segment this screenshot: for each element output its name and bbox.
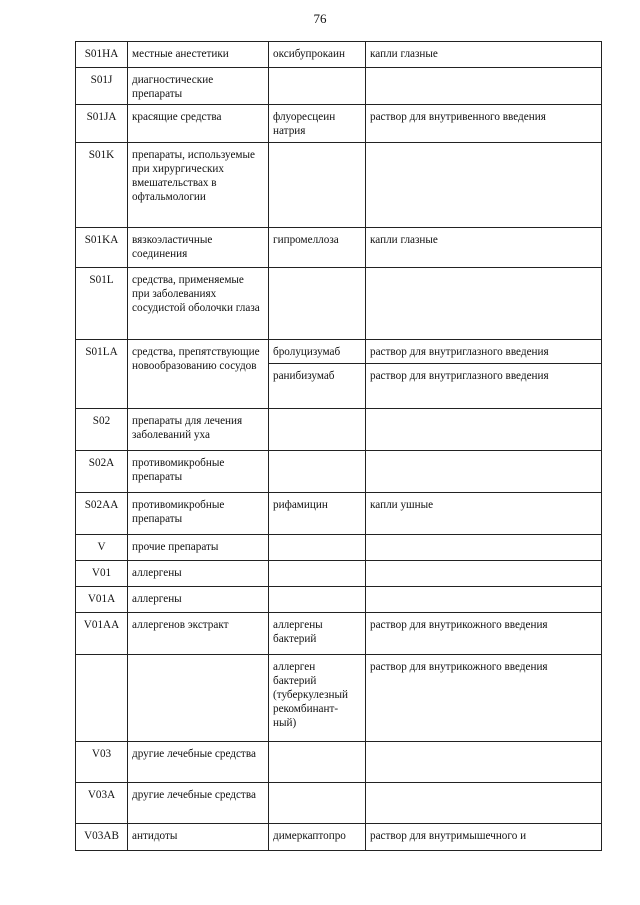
atc-code-cell: V bbox=[76, 535, 128, 561]
dosage-form-cell bbox=[366, 68, 602, 105]
group-name-cell: другие лечебные средства bbox=[128, 783, 269, 824]
atc-code-cell: S01K bbox=[76, 143, 128, 228]
group-name-cell: средства, препятствующие новообразованию сосудов bbox=[128, 340, 269, 409]
group-name-cell: другие лечебные средства bbox=[128, 742, 269, 783]
table-row bbox=[76, 143, 602, 228]
table-row bbox=[76, 613, 602, 655]
group-name-cell: диагностические препараты bbox=[128, 68, 269, 105]
substance-cell: аллергены бактерий bbox=[269, 613, 366, 655]
atc-code-cell: S01LA bbox=[76, 340, 128, 409]
group-name-cell: аллергенов экстракт bbox=[128, 613, 269, 655]
atc-code-cell: V01AA bbox=[76, 613, 128, 655]
atc-code-cell: S01KA bbox=[76, 228, 128, 268]
substance-cell bbox=[269, 143, 366, 228]
group-name-cell: аллергены bbox=[128, 587, 269, 613]
table-row bbox=[76, 105, 602, 143]
substance-cell: оксибупрокаин bbox=[269, 42, 366, 68]
atc-code-cell: S02AA bbox=[76, 493, 128, 535]
substance-cell: бролуцизумаб bbox=[269, 340, 366, 364]
table-row bbox=[76, 409, 602, 451]
atc-code-cell: V03A bbox=[76, 783, 128, 824]
dosage-form-cell bbox=[366, 409, 602, 451]
atc-code-cell: S01J bbox=[76, 68, 128, 105]
table-row bbox=[76, 493, 602, 535]
group-name-cell: вязкоэластичные соединения bbox=[128, 228, 269, 268]
atc-code-cell: V01 bbox=[76, 561, 128, 587]
atc-code-cell: V03 bbox=[76, 742, 128, 783]
substance-cell: ранибизумаб bbox=[269, 364, 366, 409]
substance-cell bbox=[269, 561, 366, 587]
table-row bbox=[76, 42, 602, 68]
group-name-cell: средства, применяемые при заболеваниях сосудистой оболочки глаза bbox=[128, 268, 269, 340]
substance-cell bbox=[269, 783, 366, 824]
substance-cell bbox=[269, 587, 366, 613]
atc-code-cell: S02 bbox=[76, 409, 128, 451]
group-name-cell: аллергены bbox=[128, 561, 269, 587]
dosage-form-cell: раствор для внутримышечного и bbox=[366, 824, 602, 851]
group-name-cell bbox=[128, 655, 269, 742]
dosage-form-cell: раствор для внутривенного введения bbox=[366, 105, 602, 143]
table-row bbox=[76, 655, 602, 742]
table-row bbox=[76, 742, 602, 783]
dosage-form-cell: раствор для внутриглазного введения bbox=[366, 340, 602, 364]
drug-registry-table bbox=[75, 41, 602, 851]
table-row bbox=[76, 340, 602, 364]
group-name-cell: антидоты bbox=[128, 824, 269, 851]
table-row bbox=[76, 561, 602, 587]
table-row bbox=[76, 68, 602, 105]
dosage-form-cell bbox=[366, 783, 602, 824]
table-row bbox=[76, 587, 602, 613]
substance-cell: флуоресцеин натрия bbox=[269, 105, 366, 143]
substance-cell: аллерген бактерий (туберкулезный рекомбинант-ный) bbox=[269, 655, 366, 742]
group-name-cell: красящие средства bbox=[128, 105, 269, 143]
atc-code-cell bbox=[76, 655, 128, 742]
atc-code-cell: S02A bbox=[76, 451, 128, 493]
atc-code-cell: S01JA bbox=[76, 105, 128, 143]
group-name-cell: противомикробные препараты bbox=[128, 493, 269, 535]
substance-cell bbox=[269, 535, 366, 561]
substance-cell: димеркаптопро bbox=[269, 824, 366, 851]
dosage-form-cell bbox=[366, 742, 602, 783]
group-name-cell: местные анестетики bbox=[128, 42, 269, 68]
page-number: 76 bbox=[313, 11, 327, 26]
dosage-form-cell: капли глазные bbox=[366, 42, 602, 68]
substance-cell: рифамицин bbox=[269, 493, 366, 535]
substance-cell: гипромеллоза bbox=[269, 228, 366, 268]
dosage-form-cell bbox=[366, 143, 602, 228]
group-name-cell: препараты для лечения заболеваний уха bbox=[128, 409, 269, 451]
table-body bbox=[76, 42, 602, 851]
group-name-cell: противомикробные препараты bbox=[128, 451, 269, 493]
substance-cell bbox=[269, 742, 366, 783]
dosage-form-cell: раствор для внутрикожного введения bbox=[366, 655, 602, 742]
substance-cell bbox=[269, 451, 366, 493]
dosage-form-cell bbox=[366, 587, 602, 613]
table-row bbox=[76, 228, 602, 268]
substance-cell bbox=[269, 409, 366, 451]
group-name-cell: препараты, используемые при хирургических вмешательствах в офтальмологии bbox=[128, 143, 269, 228]
atc-code-cell: V01A bbox=[76, 587, 128, 613]
dosage-form-cell bbox=[366, 451, 602, 493]
table-row bbox=[76, 824, 602, 851]
atc-code-cell: S01HA bbox=[76, 42, 128, 68]
atc-code-cell: S01L bbox=[76, 268, 128, 340]
table-row bbox=[76, 783, 602, 824]
table-row bbox=[76, 451, 602, 493]
group-name-cell: прочие препараты bbox=[128, 535, 269, 561]
substance-cell bbox=[269, 68, 366, 105]
dosage-form-cell: капли ушные bbox=[366, 493, 602, 535]
dosage-form-cell bbox=[366, 535, 602, 561]
dosage-form-cell bbox=[366, 561, 602, 587]
substance-cell bbox=[269, 268, 366, 340]
dosage-form-cell: капли глазные bbox=[366, 228, 602, 268]
dosage-form-cell: раствор для внутрикожного введения bbox=[366, 613, 602, 655]
table-row bbox=[76, 535, 602, 561]
atc-code-cell: V03AB bbox=[76, 824, 128, 851]
dosage-form-cell: раствор для внутриглазного введения bbox=[366, 364, 602, 409]
dosage-form-cell bbox=[366, 268, 602, 340]
table-row bbox=[76, 268, 602, 340]
